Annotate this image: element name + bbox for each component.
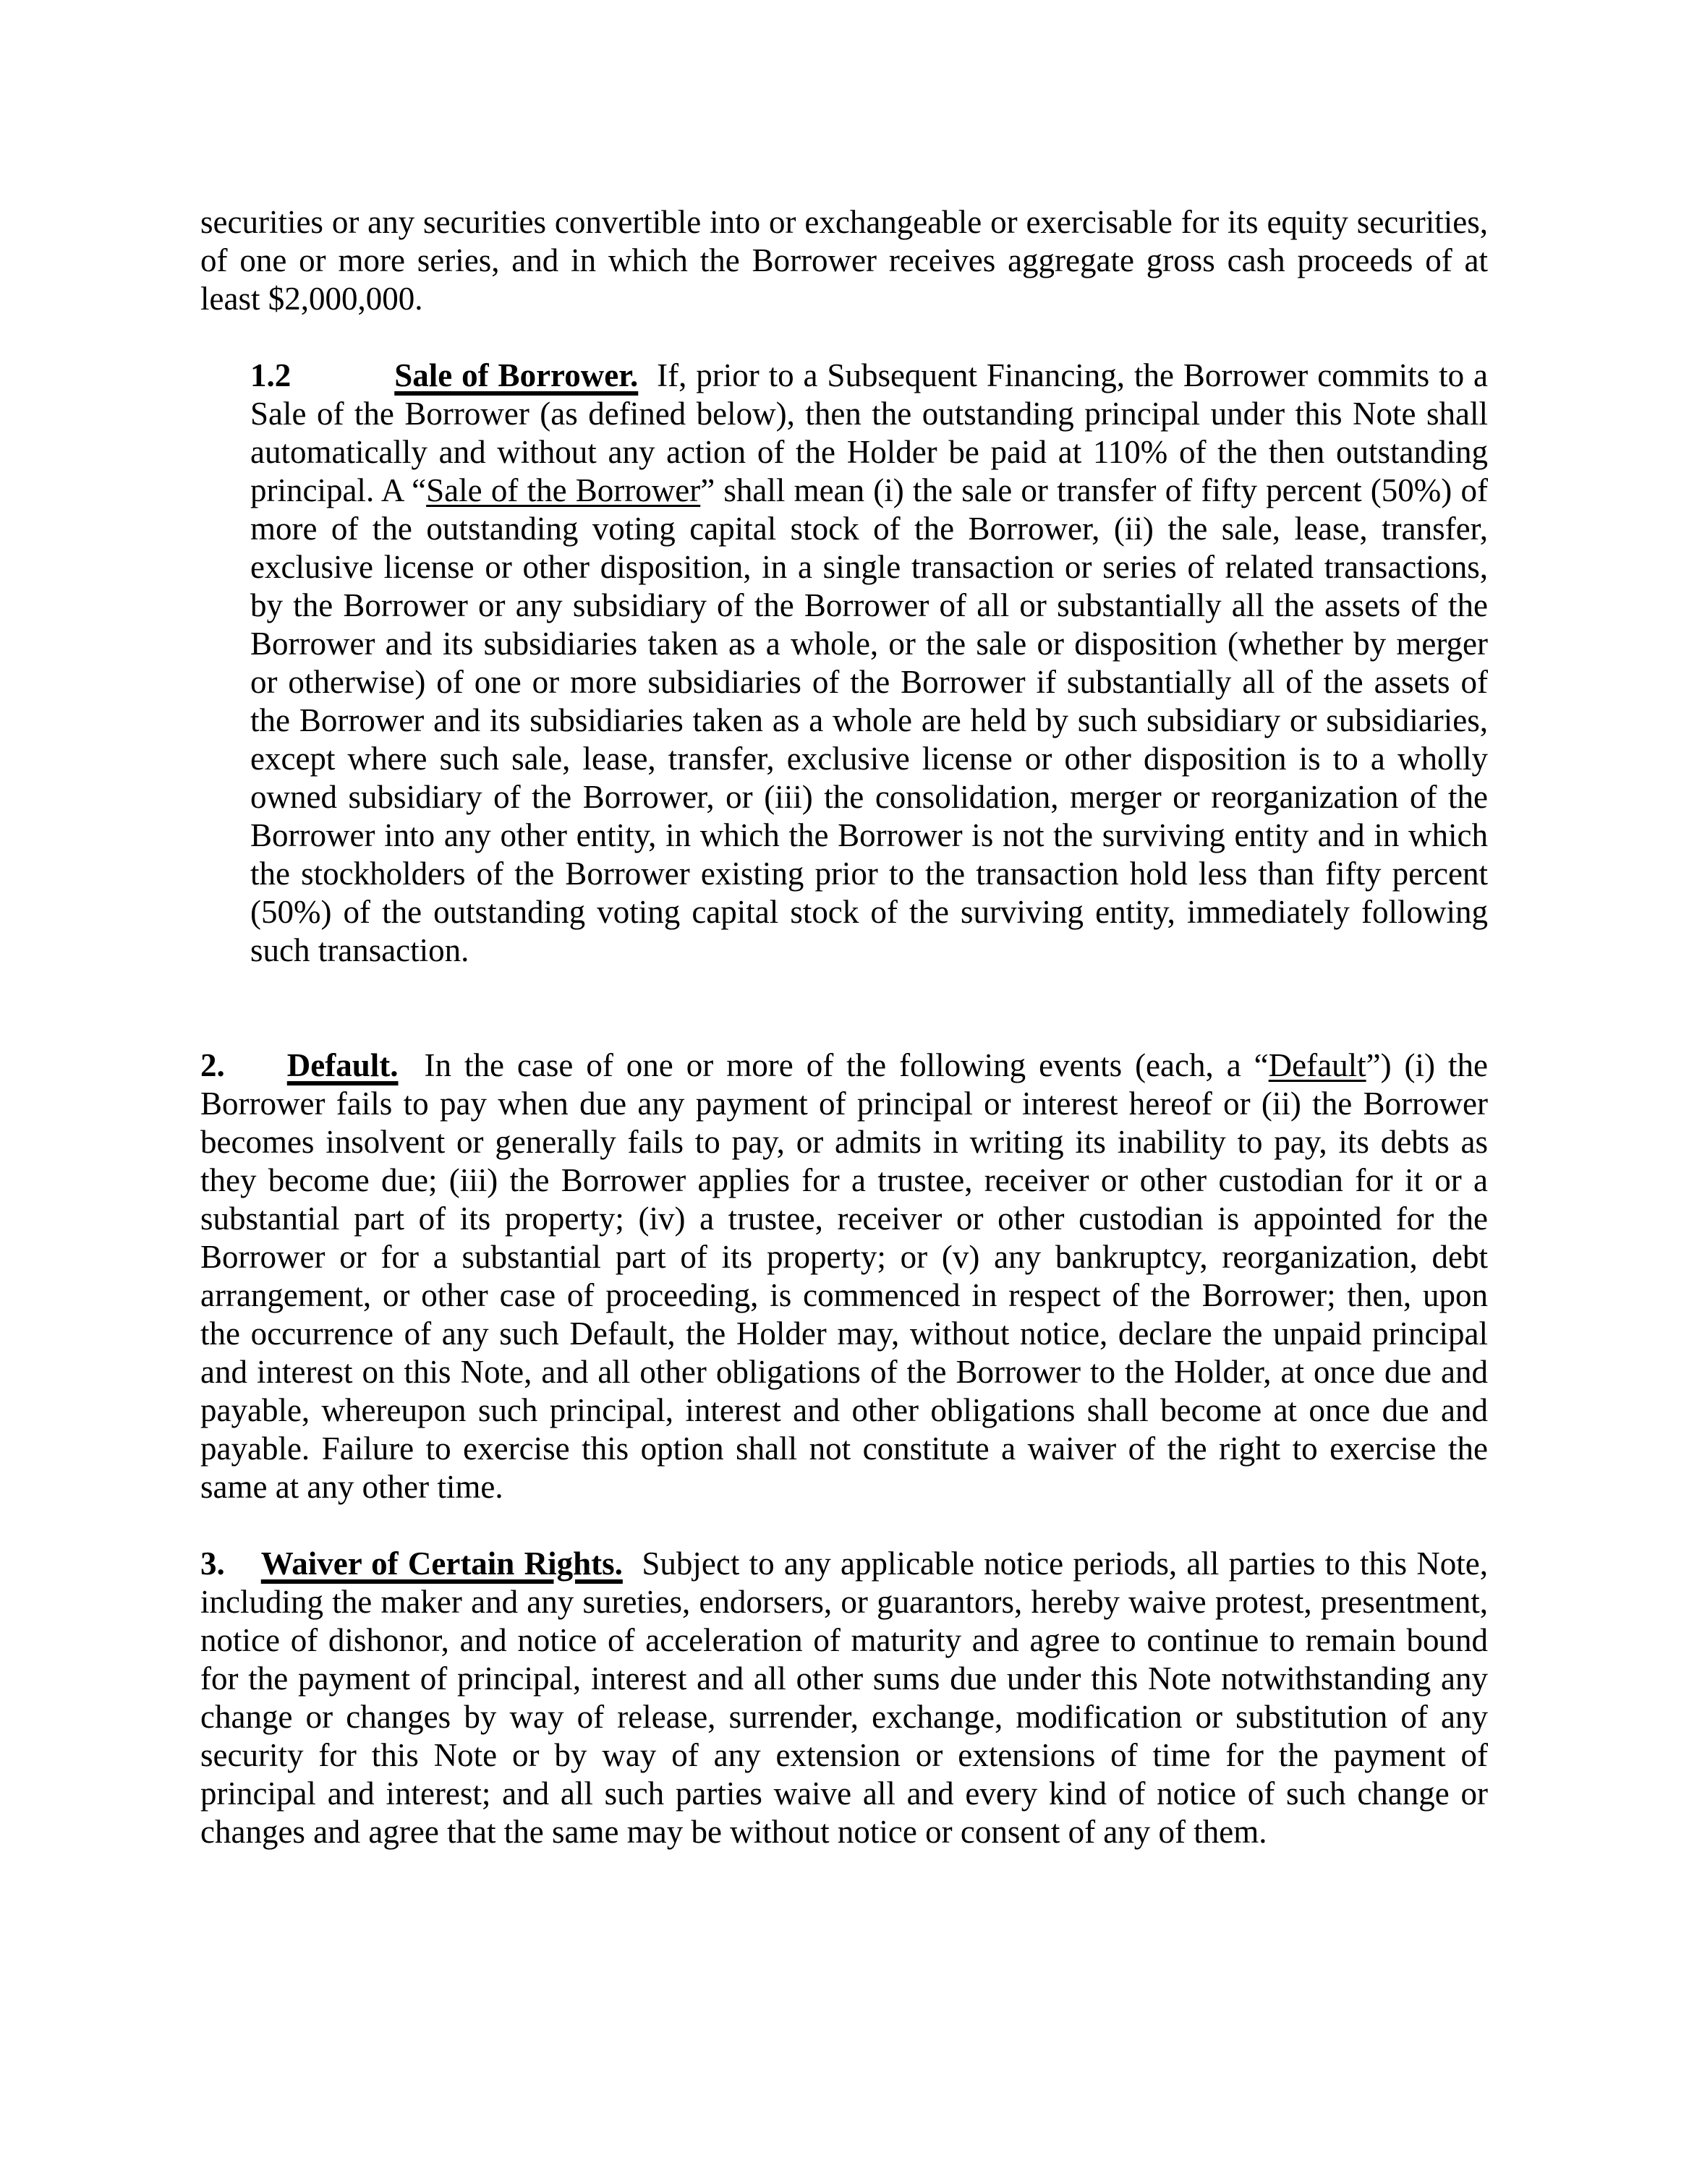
defined-term: Default xyxy=(1268,1047,1366,1083)
defined-term: Sale of the Borrower xyxy=(426,472,701,508)
tab-spacer xyxy=(225,1075,287,1076)
section-3-waiver-of-certain-rights xyxy=(200,1545,1488,1851)
section-number: 2. xyxy=(200,1047,225,1083)
body-text: In the case of one or more of the following events (each, a “ xyxy=(398,1047,1269,1083)
body-text: securities or any securities convertible into or exchangeable or exercisable for its equity securities, of one or more series, and in which the Borrower receives aggregate gross cash proceeds of at least $2,000,000. xyxy=(200,204,1488,317)
body-text: Subject to any applicable notice periods, all parties to this Note, including the maker and any sureties, endorsers, or guarantors, hereby waive protest, presentment, notice of dishonor, and notice of acceleration of maturity and agree to continue to remain bound for the payment of principal, interest and all other sums due under this Note notwithstanding any change or changes by way of release, surrender, exchange, modification or substitution of any security for this Note or by way of any extension or extensions of time for the payment of principal and interest; and all such parties waive all and every kind of notice of such change or changes and agree that the same may be without notice or consent of any of them. xyxy=(200,1545,1488,1850)
section-1-2-sale-of-borrower xyxy=(250,357,1488,970)
section-number: 3. xyxy=(200,1545,225,1582)
text-block xyxy=(200,203,1488,1851)
section-heading: Waiver of Certain Rights. xyxy=(260,1545,623,1582)
body-text: If, prior to a Subsequent Financing, the Borrower commits to a Sale of the Borrower (as defined below), then the outstanding principal under this Note shall automatically and without any action of the Holder be paid at 110% of the then outstanding principal. A “ xyxy=(250,357,1488,508)
paragraph-continuation xyxy=(200,203,1488,318)
section-heading: Default. xyxy=(286,1047,399,1083)
section-2-default xyxy=(200,1046,1488,1506)
tab-spacer xyxy=(291,385,394,386)
section-heading: Sale of Borrower. xyxy=(394,357,639,393)
section-number: 1.2 xyxy=(250,357,292,393)
body-text: ” shall mean (i) the sale or transfer of fifty percent (50%) of more of the outstanding voting capital stock of the Borrower, (ii) the sale, lease, transfer, exclusive license or other disposition, in a single transaction or series of related transactions, by the Borrower or any subsidiary of the Borrower of all or substantially all the assets of the Borrower and its subsidiaries taken as a whole, or the sale or disposition (whether by merger or otherwise) of one or more subsidiaries of the Borrower if substantially all of the assets of the Borrower and its subsidiaries taken as a whole are held by such subsidiary or subsidiaries, except where such sale, lease, transfer, exclusive license or other disposition is to a wholly owned subsidiary of the Borrower, or (iii) the consolidation, merger or reorganization of the Borrower into any other entity, in which the Borrower is not the surviving entity and in which the stockholders of the Borrower existing prior to the transaction hold less than fifty percent (50%) of the outstanding voting capital stock of the surviving entity, immediately following such transaction. xyxy=(250,472,1488,968)
body-text: ”) (i) the Borrower fails to pay when due any payment of principal or interest hereof or (ii) the Borrower becomes insolvent or generally fails to pay, or admits in writing its inability to pay, its debts as they become due; (iii) the Borrower applies for a trustee, receiver or other custodian for it or a substantial part of its property; (iv) a trustee, receiver or other custodian is appointed for the Borrower or for a substantial part of its property; or (v) any bankruptcy, reorganization, debt arrangement, or other case of proceeding, is commenced in respect of the Borrower; then, upon the occurrence of any such Default, the Holder may, without notice, declare the unpaid principal and interest on this Note, and all other obligations of the Borrower to the Holder, at once due and payable, whereupon such principal, interest and other obligations shall become at once due and payable. Failure to exercise this option shall not constitute a waiver of the right to exercise the same at any other time. xyxy=(200,1047,1488,1505)
